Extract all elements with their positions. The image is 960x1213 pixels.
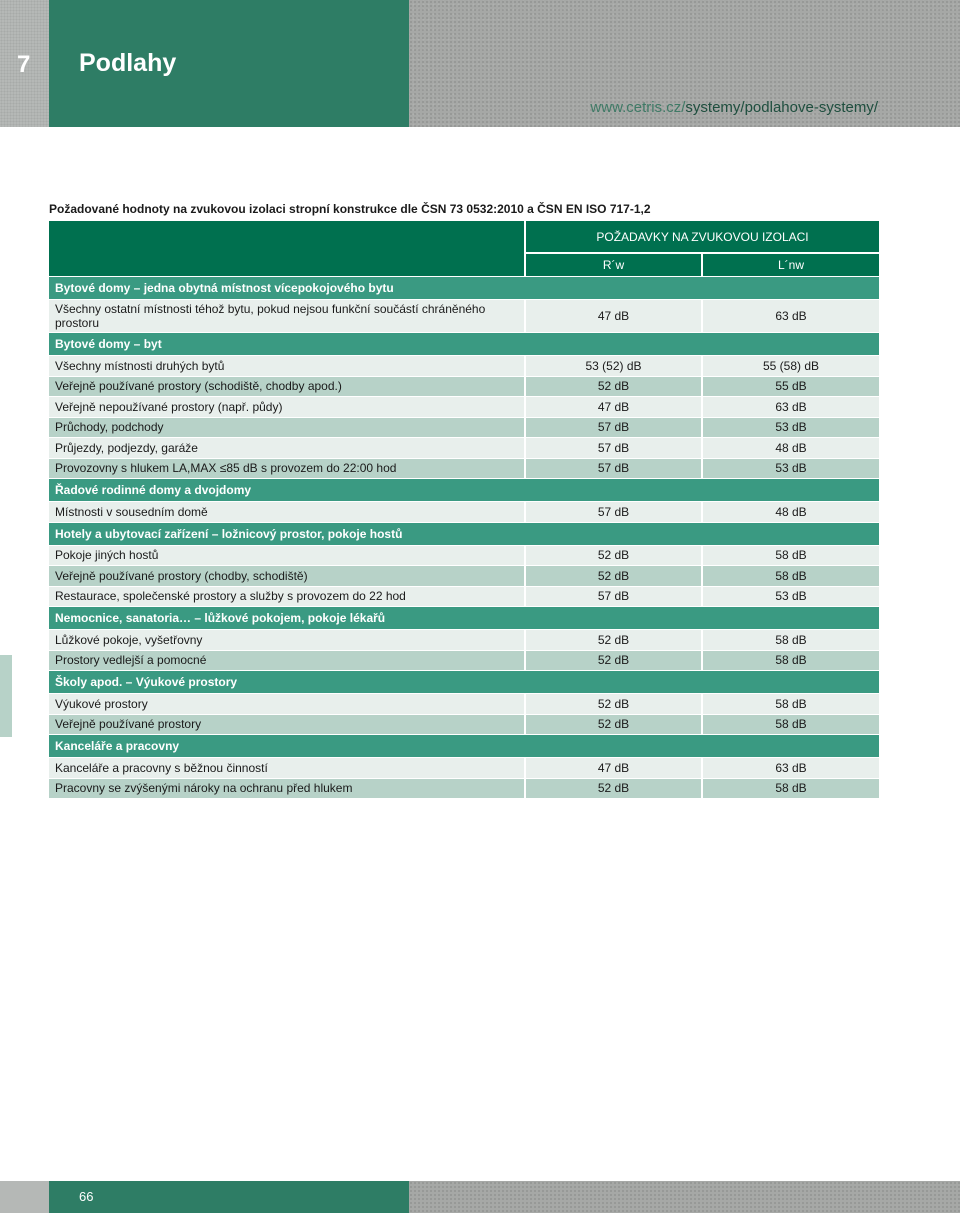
url-path: systemy/podlahove-systemy/: [685, 99, 878, 116]
table-row: [49, 356, 879, 377]
l-value: 58 dB: [701, 546, 879, 566]
l-value: 55 (58) dB: [701, 356, 879, 376]
table-header-row: [49, 221, 879, 252]
table-row: [49, 651, 879, 672]
chapter-number: 7: [17, 51, 31, 78]
l-value: 48 dB: [701, 438, 879, 458]
l-value: 53 dB: [701, 459, 879, 479]
sound-insulation-table: [49, 221, 879, 799]
r-value: 47 dB: [524, 397, 701, 417]
table-title: Požadované hodnoty na zvukovou izolaci stropní konstrukce dle ČSN 73 0532:2010 a ČSN EN ISO 717-1,2: [49, 202, 651, 216]
section-header: Řadové rodinné domy a dvojdomy: [49, 479, 879, 502]
footer-texture: [409, 1181, 960, 1213]
table-row: [49, 397, 879, 418]
room-label: Veřejně používané prostory (schodiště, chodby apod.): [55, 379, 342, 394]
header-blank: [49, 221, 524, 252]
chapter-number-block: [0, 0, 49, 127]
table-row: [49, 546, 879, 567]
col-l-header: L´nw: [701, 252, 879, 276]
subheader-blank: [49, 252, 524, 276]
l-value: 58 dB: [701, 566, 879, 586]
r-value: 52 dB: [524, 779, 701, 799]
table-row: [49, 502, 879, 523]
table-row: [49, 377, 879, 398]
room-label: Všechny ostatní místnosti téhož bytu, pokud nejsou funkční součástí chráněného prostoru: [55, 302, 486, 330]
footer-left-block: [0, 1181, 49, 1213]
l-value: 53 dB: [701, 418, 879, 438]
l-value: 58 dB: [701, 715, 879, 735]
room-label: Pracovny se zvýšenými nároky na ochranu před hlukem: [55, 781, 353, 796]
room-label: Všechny místnosti druhých bytů: [55, 358, 225, 373]
section-header: Nemocnice, sanatoria… – lůžkové pokojem, pokoje lékařů: [49, 607, 879, 630]
r-value: 52 dB: [524, 651, 701, 671]
room-label: Lůžkové pokoje, vyšetřovny: [55, 632, 203, 647]
r-value: 52 dB: [524, 377, 701, 397]
table-row: [49, 459, 879, 480]
r-value: 52 dB: [524, 630, 701, 650]
r-value: 57 dB: [524, 438, 701, 458]
room-label: Kanceláře a pracovny s běžnou činností: [55, 760, 268, 775]
table-row: [49, 300, 879, 333]
room-label: Restaurace, společenské prostory a služby s provozem do 22 hod: [55, 589, 406, 604]
table-subheader-row: [49, 252, 879, 277]
r-value: 47 dB: [524, 300, 701, 332]
table-row: [49, 418, 879, 439]
table-row: [49, 779, 879, 800]
room-label: Veřejně nepoužívané prostory (např. půdy): [55, 399, 283, 414]
section-header: Bytové domy – jedna obytná místnost vícepokojového bytu: [49, 277, 879, 300]
room-label: Veřejně používané prostory (chodby, schodiště): [55, 568, 308, 583]
room-label: Pokoje jiných hostů: [55, 548, 159, 563]
col-r-header: R´w: [524, 252, 701, 276]
r-value: 52 dB: [524, 566, 701, 586]
page-title: Podlahy: [79, 49, 177, 77]
url-prefix: www.cetris.cz/: [590, 99, 686, 116]
r-value: 53 (52) dB: [524, 356, 701, 376]
section-header: Školy apod. – Výukové prostory: [49, 671, 879, 694]
r-value: 57 dB: [524, 418, 701, 438]
table-row: [49, 566, 879, 587]
room-label: Místnosti v sousedním domě: [55, 504, 208, 519]
room-label: Prostory vedlejší a pomocné: [55, 653, 207, 668]
requirements-header: POŽADAVKY NA ZVUKOVOU IZOLACI: [524, 221, 879, 252]
l-value: 63 dB: [701, 758, 879, 778]
section-header: Bytové domy – byt: [49, 333, 879, 356]
r-value: 57 dB: [524, 459, 701, 479]
l-value: 58 dB: [701, 694, 879, 714]
table-body: [49, 277, 879, 799]
table-row: [49, 758, 879, 779]
side-marker: [0, 655, 12, 737]
table-row: [49, 438, 879, 459]
room-label: Provozovny s hlukem LA,MAX ≤85 dB s provozem do 22:00 hod: [55, 461, 397, 476]
l-value: 58 dB: [701, 630, 879, 650]
website-link[interactable]: [590, 99, 878, 116]
section-header: Hotely a ubytovací zařízení – ložnicový prostor, pokoje hostů: [49, 523, 879, 546]
r-value: 52 dB: [524, 694, 701, 714]
r-value: 57 dB: [524, 587, 701, 607]
r-value: 52 dB: [524, 715, 701, 735]
r-value: 47 dB: [524, 758, 701, 778]
l-value: 58 dB: [701, 651, 879, 671]
l-value: 48 dB: [701, 502, 879, 522]
footer-page-block: [49, 1181, 409, 1213]
table-row: [49, 715, 879, 736]
section-header: Kanceláře a pracovny: [49, 735, 879, 758]
room-label: Výukové prostory: [55, 696, 148, 711]
r-value: 52 dB: [524, 546, 701, 566]
table-row: [49, 694, 879, 715]
table-row: [49, 630, 879, 651]
l-value: 63 dB: [701, 397, 879, 417]
l-value: 55 dB: [701, 377, 879, 397]
title-block: [49, 0, 409, 127]
room-label: Průchody, podchody: [55, 420, 164, 435]
room-label: Průjezdy, podjezdy, garáže: [55, 440, 198, 455]
l-value: 53 dB: [701, 587, 879, 607]
table-row: [49, 587, 879, 608]
l-value: 58 dB: [701, 779, 879, 799]
room-label: Veřejně používané prostory: [55, 717, 202, 732]
r-value: 57 dB: [524, 502, 701, 522]
l-value: 63 dB: [701, 300, 879, 332]
page-number: 66: [79, 1189, 94, 1204]
